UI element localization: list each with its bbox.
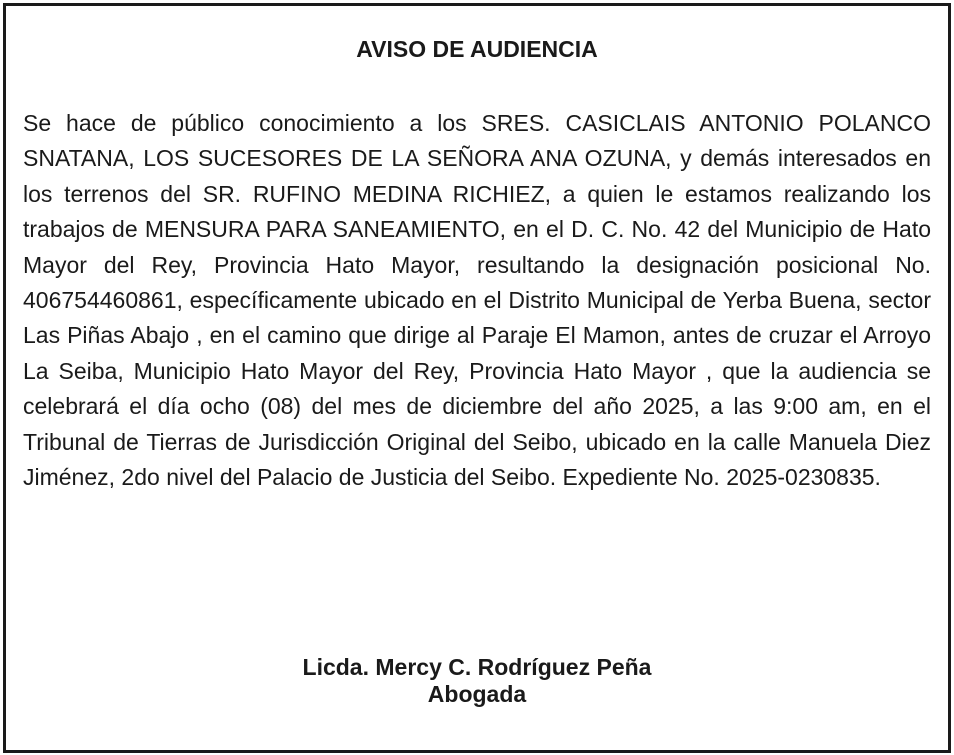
notice-title: AVISO DE AUDIENCIA: [356, 36, 598, 62]
signature-name: Licda. Mercy C. Rodríguez Peña: [302, 654, 652, 680]
notice-body: Se hace de público conocimiento a los SRES. CASICLAIS ANTONIO POLANCO SNATANA, LOS SUCESORES DE LA SEÑORA ANA OZUNA, y demás interesados en los terrenos del SR. RUFINO MEDINA RICHIEZ, a quien le estamos realizando los trabajos de MENSURA PARA SANEAMIENTO, en el D. C. No. 42 del Municipio de Hato Mayor del Rey, Provincia Hato Mayor, resultando la designación posicional No. 406754460861, específicamente ubicado en el Distrito Municipal de Yerba Buena, sector Las Piñas Abajo , en el camino que dirige al Paraje El Mamon, antes de cruzar el Arroyo La Seiba, Municipio Hato Mayor del Rey, Provincia Hato Mayor , que la audiencia se celebrará el día ocho (08) del mes de diciembre del año 2025, a las 9:00 am, en el Tribunal de Tierras de Jurisdicción Original del Seibo, ubicado en la calle Manuela Diez Jiménez, 2do nivel del Palacio de Justicia del Seibo. Expediente No. 2025-0230835.: [23, 110, 931, 491]
signature-role: Abogada: [427, 681, 527, 707]
notice-frame: [3, 3, 951, 753]
signature-block: [6, 654, 948, 708]
